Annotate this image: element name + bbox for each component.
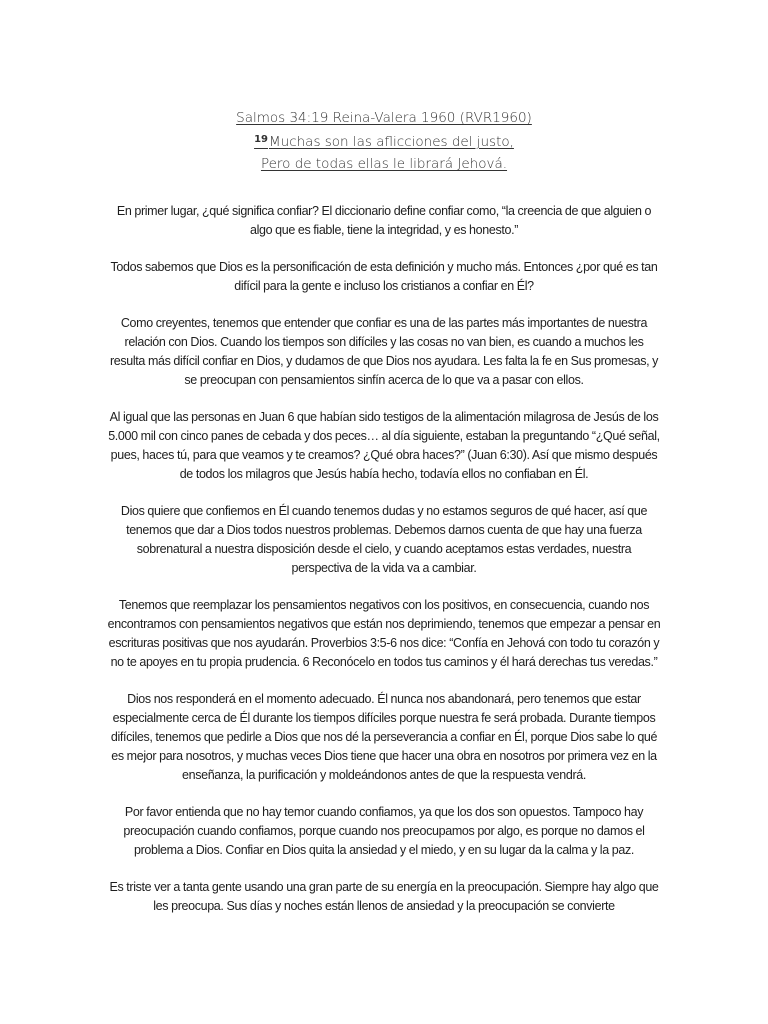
scripture-reference: Salmos 34:19 Reina-Valera 1960 (RVR1960) — [236, 110, 532, 126]
paragraph: Dios quiere que confiemos en Él cuando tenemos dudas y no estamos seguros de qué hacer, así que tenemos que dar a Dios todos nuestros problemas. Debemos darnos cuenta de que hay una fuerza sobrenatural a nuestra disposición desde el cielo, y cuando aceptamos estas verdades, nuestra perspectiva de la vida va a cambiar. — [120, 504, 648, 575]
verse-number: 19 — [254, 134, 268, 145]
paragraph: Como creyentes, tenemos que entender que confiar es una de las partes más importantes de nuestra relación con Dios. Cuando los tiempos son difíciles y las cosas no van bien, es cuando a muchos les resulta más difícil confiar en Dios, y dudamos de que Dios nos ayudara. Les falta la fe en Sus promesas, y se preocupan con pensamientos sinfín acerca de lo que va a pasar con ellos. — [109, 316, 659, 387]
paragraph: Al igual que las personas en Juan 6 que habían sido testigos de la alimentación milagrosa de Jesús de los 5.000 mil con cinco panes de cebada y dos peces… al día siguiente, estaban la preguntando “¿Qué señal, pues, haces tú, para que veamos y te creamos? ¿Qué obra haces?” (Juan 6:30). Así que mismo después de todos los milagros que Jesús había hecho, todavía ellos no confiaban en Él. — [108, 410, 660, 481]
verse-line-1 — [0, 129, 768, 153]
paragraph: Es triste ver a tanta gente usando una gran parte de su energía en la preocupación. Siempre hay algo que les preocupa. Sus días y noches están llenos de ansiedad y la preocupación se convierte — [109, 880, 659, 913]
verse-line-2: Pero de todas ellas le librará Jehová. — [260, 156, 508, 172]
verse-line-1-text: Muchas son las aflicciones del justo, — [268, 134, 514, 150]
paragraph: Todos sabemos que Dios es la personificación de esta definición y mucho más. Entonces ¿por qué es tan difícil para la gente e incluso los cristianos a confiar en Él? — [110, 260, 658, 293]
body-text — [0, 202, 768, 934]
paragraph: En primer lugar, ¿qué significa confiar? El diccionario define confiar como, “la creencia de que alguien o algo que es fiable, tiene la integridad, y es honesto.” — [116, 204, 652, 237]
paragraph: Dios nos responderá en el momento adecuado. Él nunca nos abandonará, pero tenemos que estar especialmente cerca de Él durante los tiempos difíciles porque nuestra fe será probada. Durante tiempos difíciles, tenemos que pedirle a Dios que nos dé la perseverancia a confiar en Él, porque Dios sabe lo qué es mejor para nosotros, y muchas veces Dios tiene que hacer una obra en nosotros por primera vez en la enseñanza, la purificación y moldeándonos antes de que la respuesta vendrá. — [110, 692, 658, 782]
paragraph: Por favor entienda que no hay temor cuando confiamos, ya que los dos son opuestos. Tampoco hay preocupación cuando confiamos, porque cuando nos preocupamos por algo, es porque no damos el problema a Dios. Confiar en Dios quita la ansiedad y el miedo, y en su lugar da la calma y la paz. — [123, 805, 645, 857]
scripture-header — [0, 107, 768, 175]
paragraph: Tenemos que reemplazar los pensamientos negativos con los positivos, en consecuencia, cuando nos encontramos con pensamientos negativos que están nos deprimiendo, tenemos que empezar a pensar en escrituras positivas que nos ayudarán. Proverbios 3:5-6 nos dice: “Confía en Jehová con todo tu corazón y no te apoyes en tu propia prudencia. 6 Reconócelo en todos tus caminos y él hará derechas tus veredas.” — [107, 598, 661, 669]
